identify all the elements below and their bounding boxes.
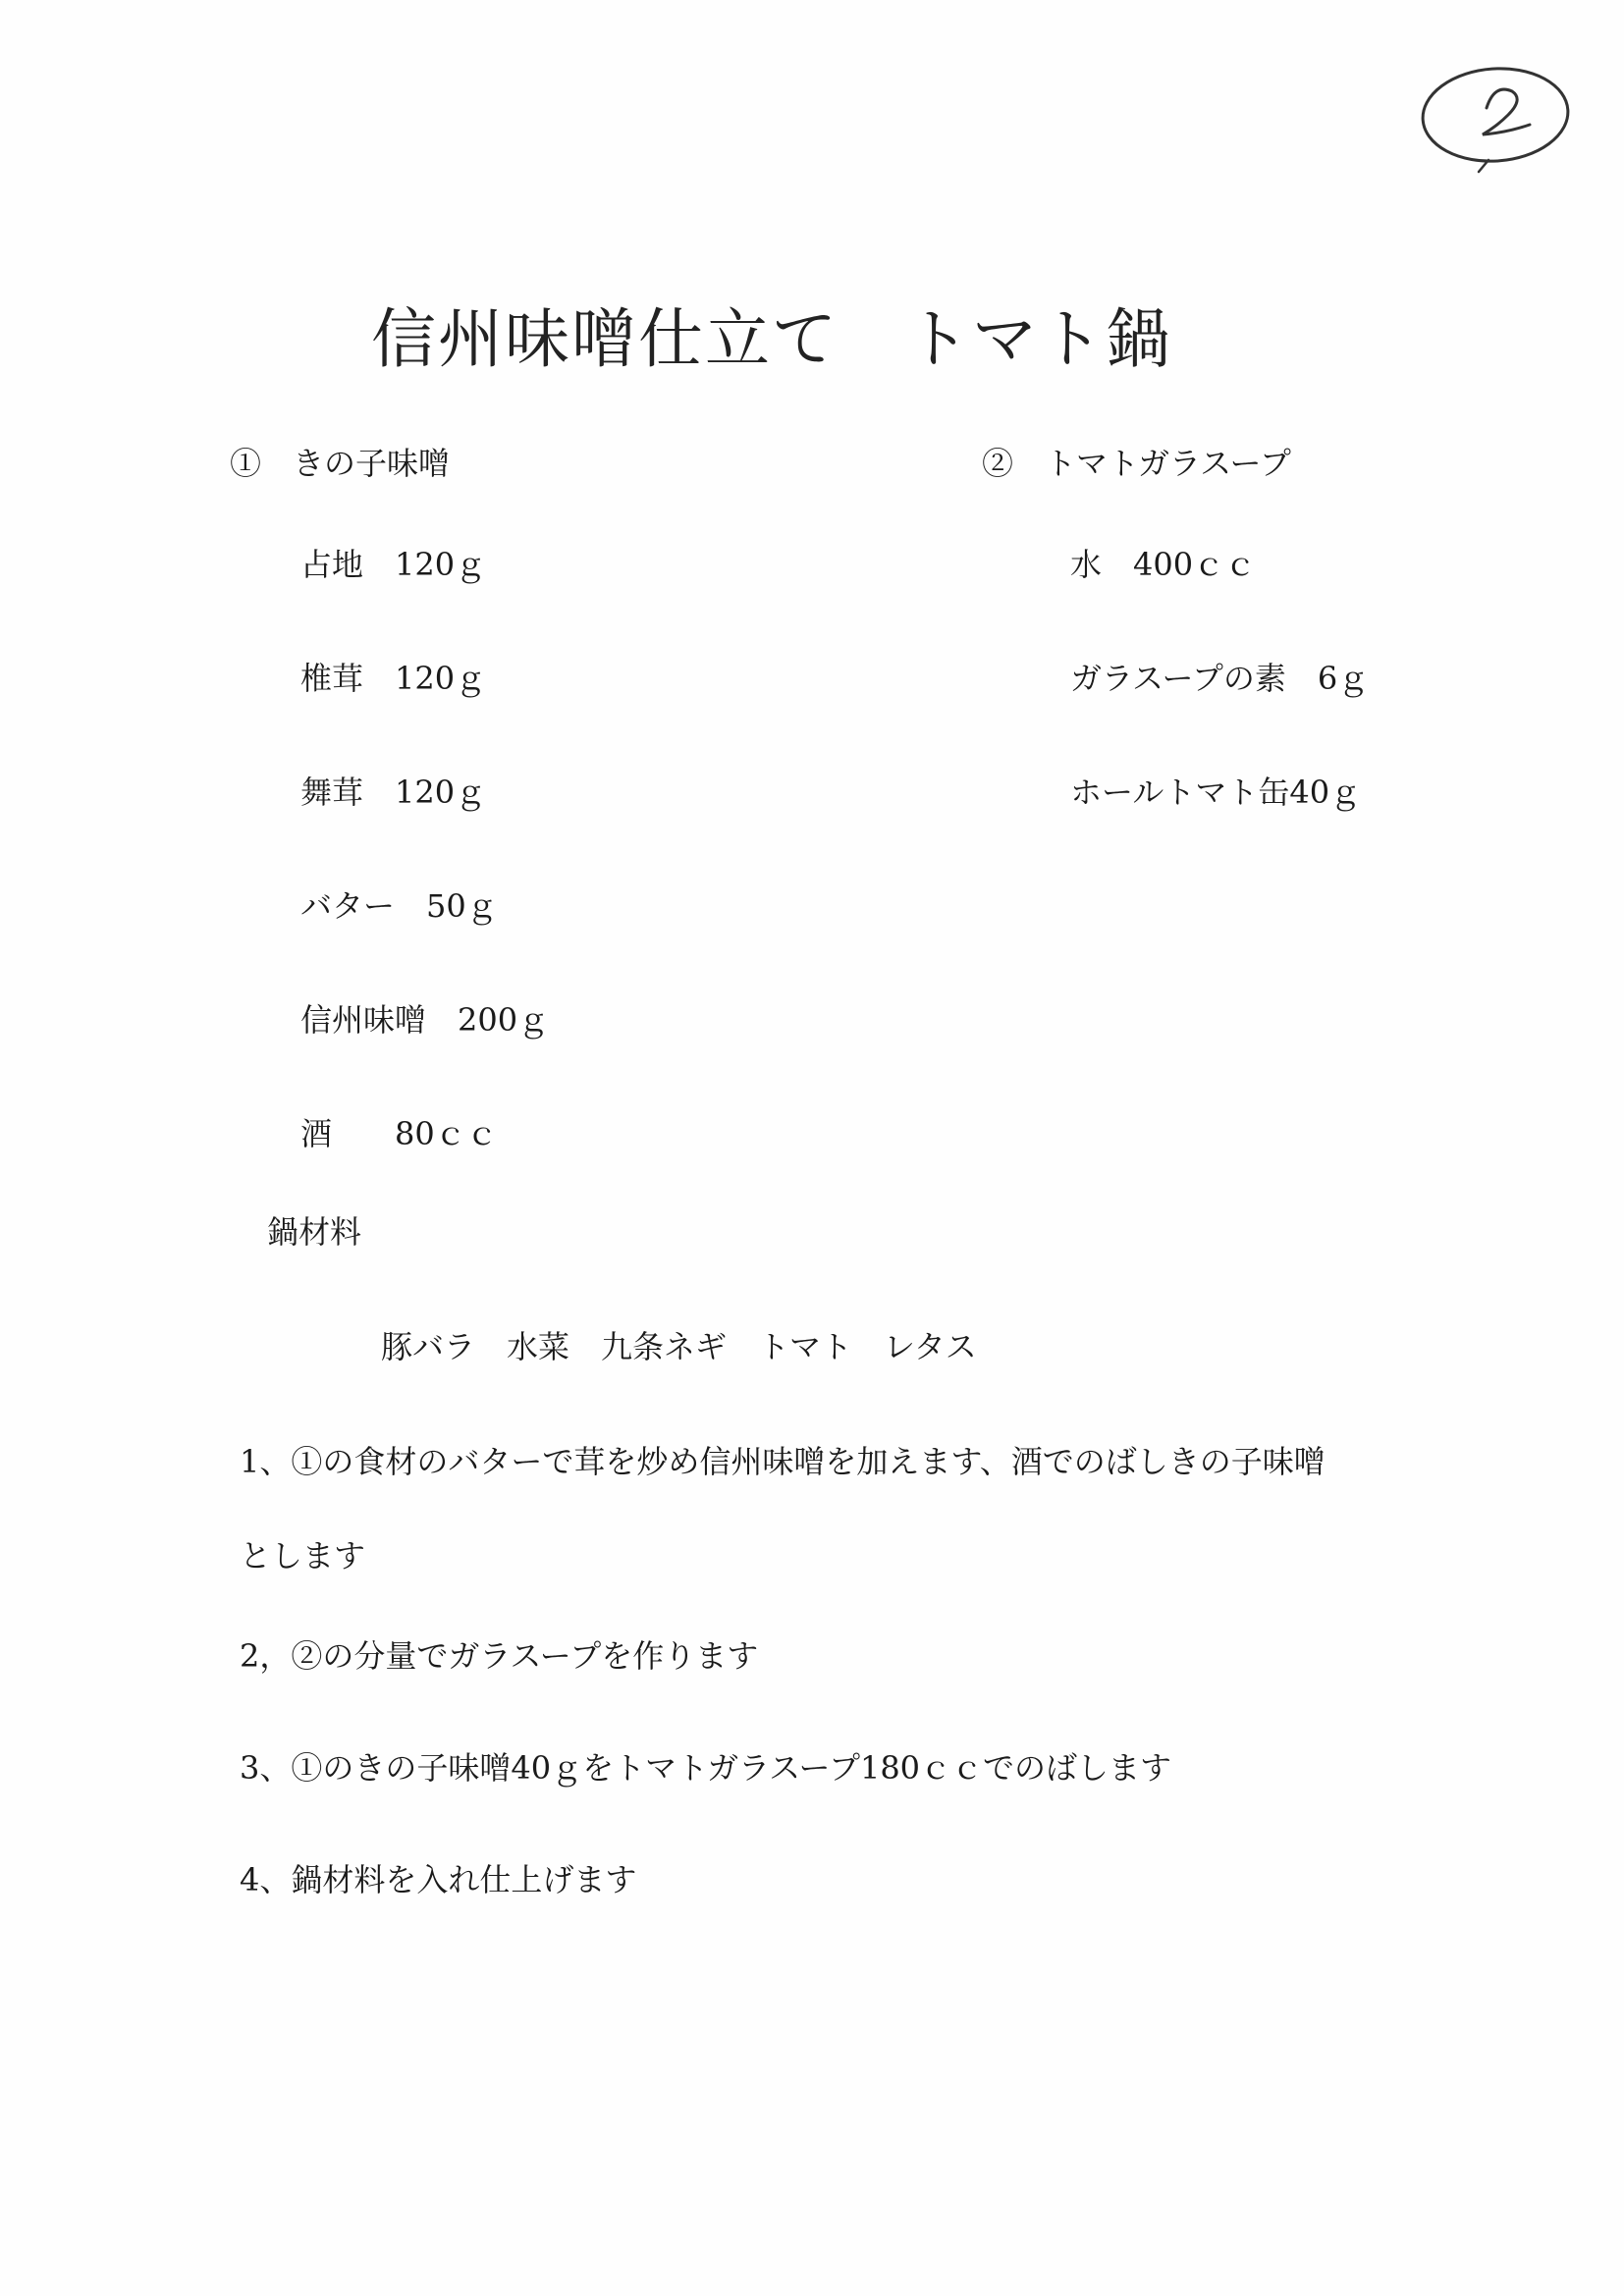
step-2: 2，②の分量でガラスープを作ります bbox=[240, 1637, 759, 1675]
step-1: 1、①の食材のバターで茸を炒め信州味噌を加えます、酒でのばしきの子味噌 bbox=[240, 1443, 1326, 1480]
nabe-ingredients: 豚バラ 水菜 九条ネギ トマト レタス bbox=[381, 1328, 977, 1365]
ingredient-sake: 酒 80ｃｃ bbox=[300, 1115, 498, 1152]
ingredient-butter: バター 50ｇ bbox=[300, 887, 498, 925]
page-mark-text: 2 bbox=[1414, 54, 1415, 55]
section2-heading: ② トマトガラスープ bbox=[982, 445, 1291, 482]
ingredient-maitake: 舞茸 120ｇ bbox=[300, 774, 487, 811]
section1-heading: ① きの子味噌 bbox=[230, 445, 451, 482]
ingredient-shiitake: 椎茸 120ｇ bbox=[300, 660, 487, 697]
nabe-heading: 鍋材料 bbox=[267, 1213, 362, 1251]
ingredient-whole-tomato: ホールトマト缶40ｇ bbox=[1070, 774, 1362, 811]
recipe-title: 信州味噌仕立て トマト鍋 bbox=[371, 301, 1172, 377]
step-4: 4、鍋材料を入れ仕上げます bbox=[240, 1861, 637, 1898]
ingredient-shimeji: 占地 120ｇ bbox=[300, 546, 487, 583]
ingredient-miso: 信州味噌 200ｇ bbox=[300, 1001, 550, 1039]
ingredient-water: 水 400ｃｃ bbox=[1070, 546, 1257, 583]
step-3: 3、①のきの子味噌40ｇをトマトガラスープ180ｃｃでのばします bbox=[240, 1749, 1172, 1787]
ingredient-gara-soup-base: ガラスープの素 6ｇ bbox=[1070, 660, 1370, 697]
handwritten-page-number bbox=[1414, 54, 1581, 191]
step-1-continued: とします bbox=[240, 1537, 366, 1575]
